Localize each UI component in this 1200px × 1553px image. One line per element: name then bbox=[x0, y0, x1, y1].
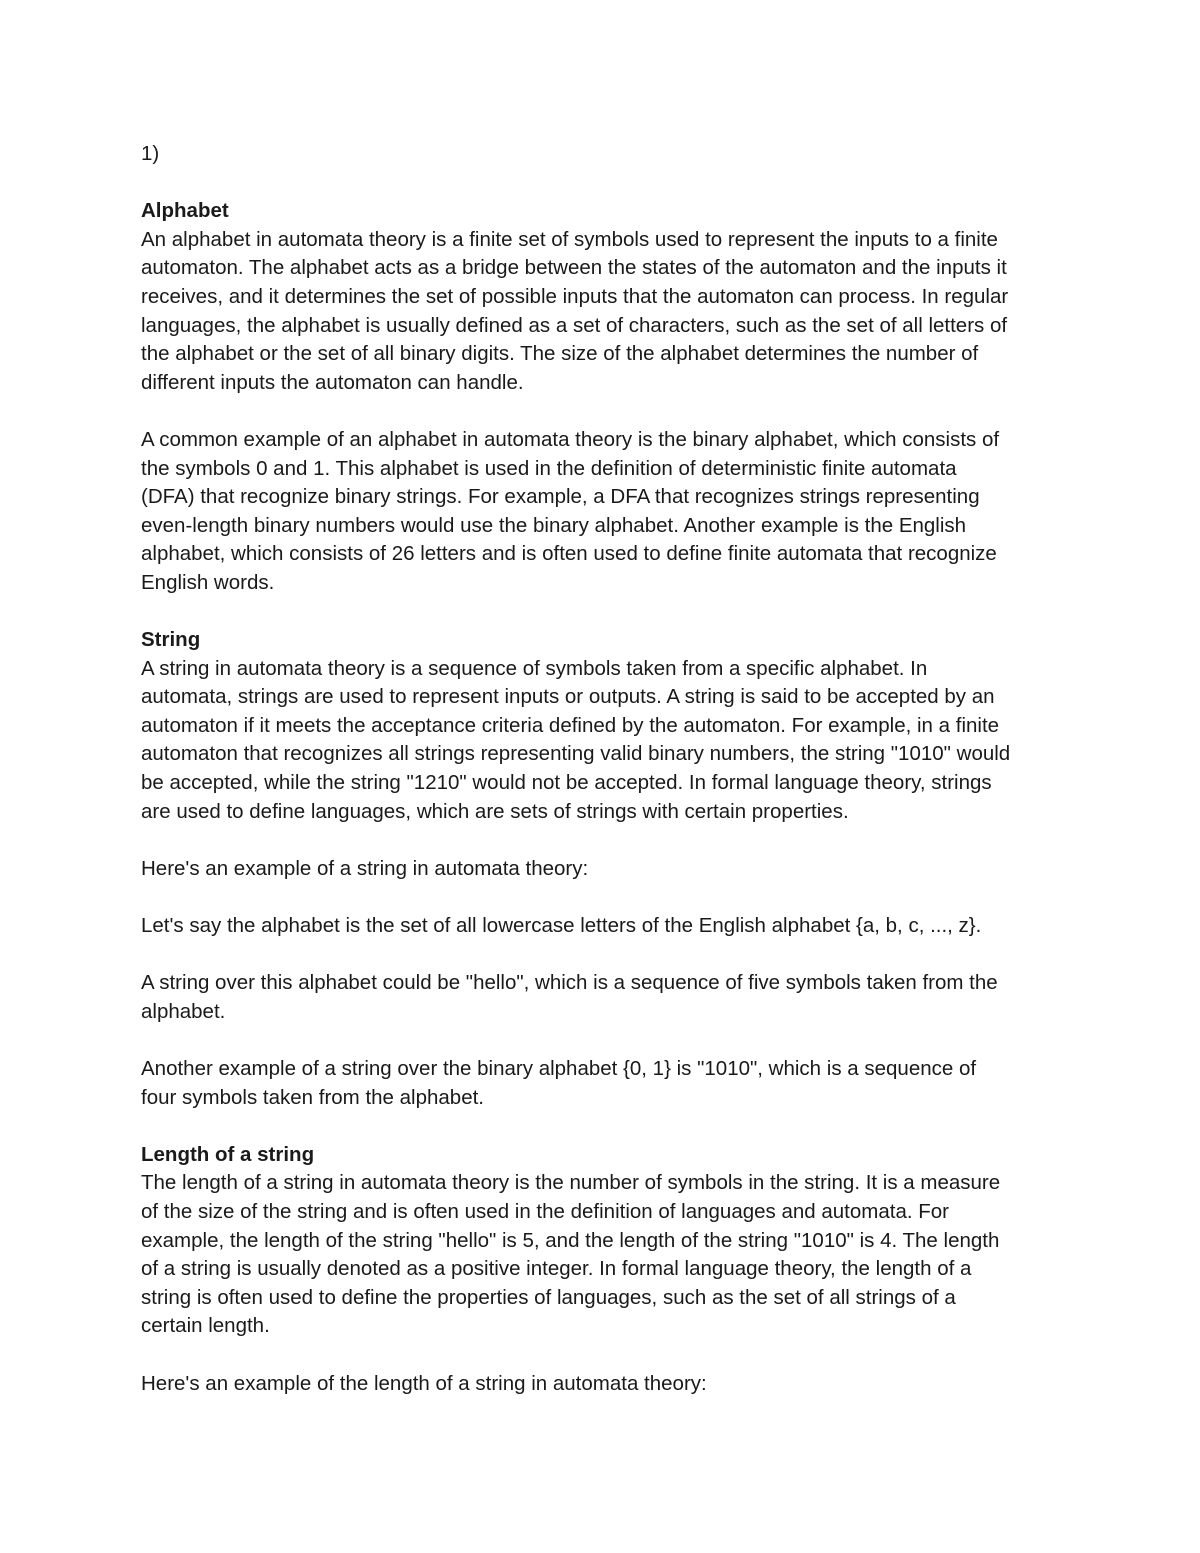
alphabet-definition-paragraph bbox=[141, 197, 1071, 397]
text-line: automaton if it meets the acceptance criteria defined by the automaton. For example, in a finite bbox=[141, 713, 1000, 737]
text-line: alphabet, which consists of 26 letters and is often used to define finite automata that recognize bbox=[141, 542, 997, 566]
alphabet-heading: Alphabet bbox=[141, 199, 229, 223]
text-line: automaton. The alphabet acts as a bridge between the states of the automaton and the inputs it bbox=[141, 256, 1007, 280]
string-heading: String bbox=[141, 628, 201, 652]
text-line: example, the length of the string "hello" is 5, and the length of the string "1010" is 4. The length bbox=[141, 1228, 1000, 1252]
question-number-label: 1) bbox=[141, 142, 160, 165]
text-line: the symbols 0 and 1. This alphabet is used in the definition of deterministic finite automata bbox=[141, 456, 957, 480]
length-heading: Length of a string bbox=[141, 1142, 315, 1166]
text-line: (DFA) that recognize binary strings. For example, a DFA that recognizes strings representing bbox=[141, 485, 980, 509]
text-line: of the size of the string and is often used in the definition of languages and automata. For bbox=[141, 1199, 949, 1223]
text-line: string is often used to define the properties of languages, such as the set of all strings of a bbox=[141, 1285, 956, 1309]
question-number bbox=[141, 140, 1071, 169]
length-example-intro bbox=[141, 1370, 1071, 1399]
string-example-binary bbox=[141, 1055, 1071, 1112]
text-line: A string over this alphabet could be "hello", which is a sequence of five symbols taken from the bbox=[141, 971, 998, 995]
string-example-alphabet bbox=[141, 912, 1071, 941]
text-line: of a string is usually denoted as a positive integer. In formal language theory, the length of a bbox=[141, 1257, 972, 1281]
text-line: languages, the alphabet is usually defined as a set of characters, such as the set of all letters of bbox=[141, 313, 1008, 337]
text-line: are used to define languages, which are sets of strings with certain properties. bbox=[141, 799, 849, 823]
string-definition-paragraph bbox=[141, 626, 1071, 826]
text-line: Here's an example of the length of a string in automata theory: bbox=[141, 1371, 707, 1395]
text-line: Let's say the alphabet is the set of all lowercase letters of the English alphabet {a, b, c, ..., z}. bbox=[141, 914, 982, 938]
text-line: be accepted, while the string "1210" would not be accepted. In formal language theory, strings bbox=[141, 771, 992, 795]
text-line: four symbols taken from the alphabet. bbox=[141, 1085, 484, 1109]
text-line: automata, strings are used to represent inputs or outputs. A string is said to be accepted by an bbox=[141, 685, 995, 709]
document-page bbox=[141, 140, 1071, 1427]
text-line: An alphabet in automata theory is a finite set of symbols used to represent the inputs to a finite bbox=[141, 227, 998, 251]
text-line: certain length. bbox=[141, 1314, 270, 1338]
text-line: automaton that recognizes all strings representing valid binary numbers, the string "1010" would bbox=[141, 742, 1011, 766]
text-line: receives, and it determines the set of possible inputs that the automaton can process. In regular bbox=[141, 284, 1009, 308]
text-line: The length of a string in automata theory is the number of symbols in the string. It is a measure bbox=[141, 1171, 1001, 1195]
text-line: Another example of a string over the binary alphabet {0, 1} is "1010", which is a sequence of bbox=[141, 1057, 977, 1080]
text-line: English words. bbox=[141, 570, 275, 594]
text-line: A common example of an alphabet in automata theory is the binary alphabet, which consists of bbox=[141, 427, 1000, 451]
string-example-intro bbox=[141, 855, 1071, 884]
length-definition-paragraph bbox=[141, 1141, 1071, 1341]
string-example-hello bbox=[141, 969, 1071, 1026]
text-line: A string in automata theory is a sequence of symbols taken from a specific alphabet. In bbox=[141, 656, 928, 680]
text-line: different inputs the automaton can handle. bbox=[141, 370, 524, 394]
alphabet-example-paragraph bbox=[141, 426, 1071, 598]
text-line: the alphabet or the set of all binary digits. The size of the alphabet determines the number of bbox=[141, 342, 979, 366]
text-line: even-length binary numbers would use the binary alphabet. Another example is the English bbox=[141, 513, 967, 537]
text-line: Here's an example of a string in automata theory: bbox=[141, 856, 589, 880]
text-line: alphabet. bbox=[141, 999, 226, 1023]
